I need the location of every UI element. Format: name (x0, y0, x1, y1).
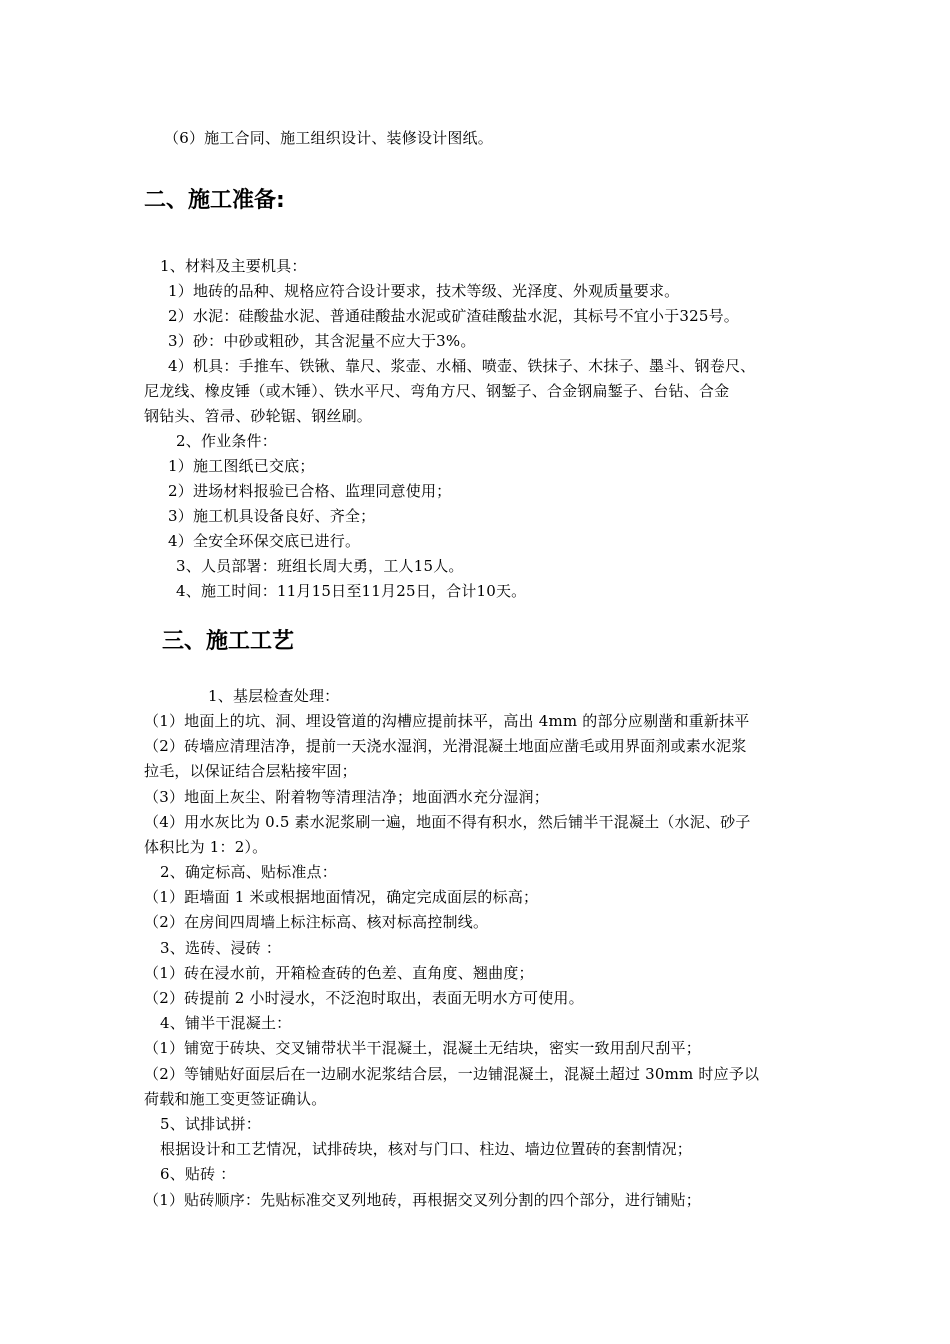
text-line: 钢钻头、笤帚、砂轮锯、钢丝刷。 (144, 407, 373, 425)
text-line: 拉毛，以保证结合层粘接牢固； (144, 762, 357, 780)
section-heading: 三、施工工艺 (162, 629, 295, 654)
text-line: （2）砖提前 2 小时浸水，不泛泡时取出，表面无明水方可使用。 (144, 989, 584, 1007)
text-line: （6）施工合同、施工组织设计、装修设计图纸。 (164, 129, 493, 147)
text-line: 4）机具：手推车、铁锹、靠尺、浆壶、水桶、喷壶、铁抹子、木抹子、墨斗、钢卷尺、 (168, 357, 756, 375)
text-line: 5、试排试拼： (160, 1115, 261, 1133)
text-line: 根据设计和工艺情况，试排砖块，核对与门口、柱边、墙边位置砖的套割情况； (160, 1140, 693, 1158)
text-line: （3）地面上灰尘、附着物等清理洁净；地面洒水充分湿润； (144, 788, 549, 806)
text-line: （1）贴砖顺序：先贴标准交叉列地砖，再根据交叉列分割的四个部分，进行铺贴； (144, 1191, 701, 1209)
text-line: 4、铺半干混凝土： (160, 1014, 292, 1032)
text-line: 2）进场材料报验已合格、监理同意使用； (168, 482, 452, 500)
text-line: 4）全安全环保交底已进行。 (168, 532, 361, 550)
text-line: 3、人员部署：班组长周大勇，工人15人。 (176, 557, 464, 575)
text-line: 1、基层检查处理： (208, 687, 340, 705)
text-line: （1）砖在浸水前，开箱检查砖的色差、直角度、翘曲度； (144, 964, 534, 982)
text-line: 2）水泥：硅酸盐水泥、普通硅酸盐水泥或矿渣硅酸盐水泥，其标号不宜小于325号。 (168, 307, 739, 325)
text-line: （1）铺宽于砖块、交叉铺带状半干混凝土，混凝土无结块，密实一致用刮尺刮平； (144, 1039, 701, 1057)
text-line: 6、贴砖 ： (160, 1165, 236, 1183)
text-line: （2）在房间四周墙上标注标高、核对标高控制线。 (144, 913, 489, 931)
text-line: 2、确定标高、贴标准点： (160, 863, 337, 881)
text-line: （4）用水灰比为 0.5 素水泥浆刷一遍，地面不得有积水，然后铺半干混凝土（水泥、砂子 (144, 813, 751, 831)
text-line: 3、选砖、浸砖 ： (160, 939, 282, 957)
text-line: 尼龙线、橡皮锤（或木锤）、铁水平尺、弯角方尺、钢錾子、合金钢扁錾子、台钻、合金 (144, 382, 730, 400)
text-line: 3）施工机具设备良好、齐全； (168, 507, 376, 525)
text-line: 1）施工图纸已交底； (168, 457, 315, 475)
text-line: 4、施工时间：11月15日至11月25日，合计10天。 (176, 582, 527, 600)
text-line: （2）砖墙应清理洁净，提前一天浇水湿润，光滑混凝土地面应凿毛或用界面剂或素水泥浆 (144, 737, 747, 755)
section-heading: 二、施工准备: (144, 188, 285, 213)
text-line: 荷载和施工变更签证确认。 (144, 1090, 327, 1108)
text-line: 3）砂：中砂或粗砂，其含泥量不应大于3%。 (168, 332, 476, 350)
text-line: 1）地砖的品种、规格应符合设计要求，技术等级、光泽度、外观质量要求。 (168, 282, 680, 300)
text-line: （1）地面上的坑、洞、埋设管道的沟槽应提前抹平，高出 4mm 的部分应剔凿和重新抹平 (144, 712, 750, 730)
text-line: 1、材料及主要机具： (160, 257, 307, 275)
text-line: 体积比为 1：2）。 (144, 838, 268, 856)
text-line: 2、作业条件： (176, 432, 277, 450)
text-line: （2）等铺贴好面层后在一边刷水泥浆结合层，一边铺混凝土，混凝土超过 30mm 时应予以 (144, 1065, 760, 1083)
text-line: （1）距墙面 1 米或根据地面情况，确定完成面层的标高； (144, 888, 539, 906)
